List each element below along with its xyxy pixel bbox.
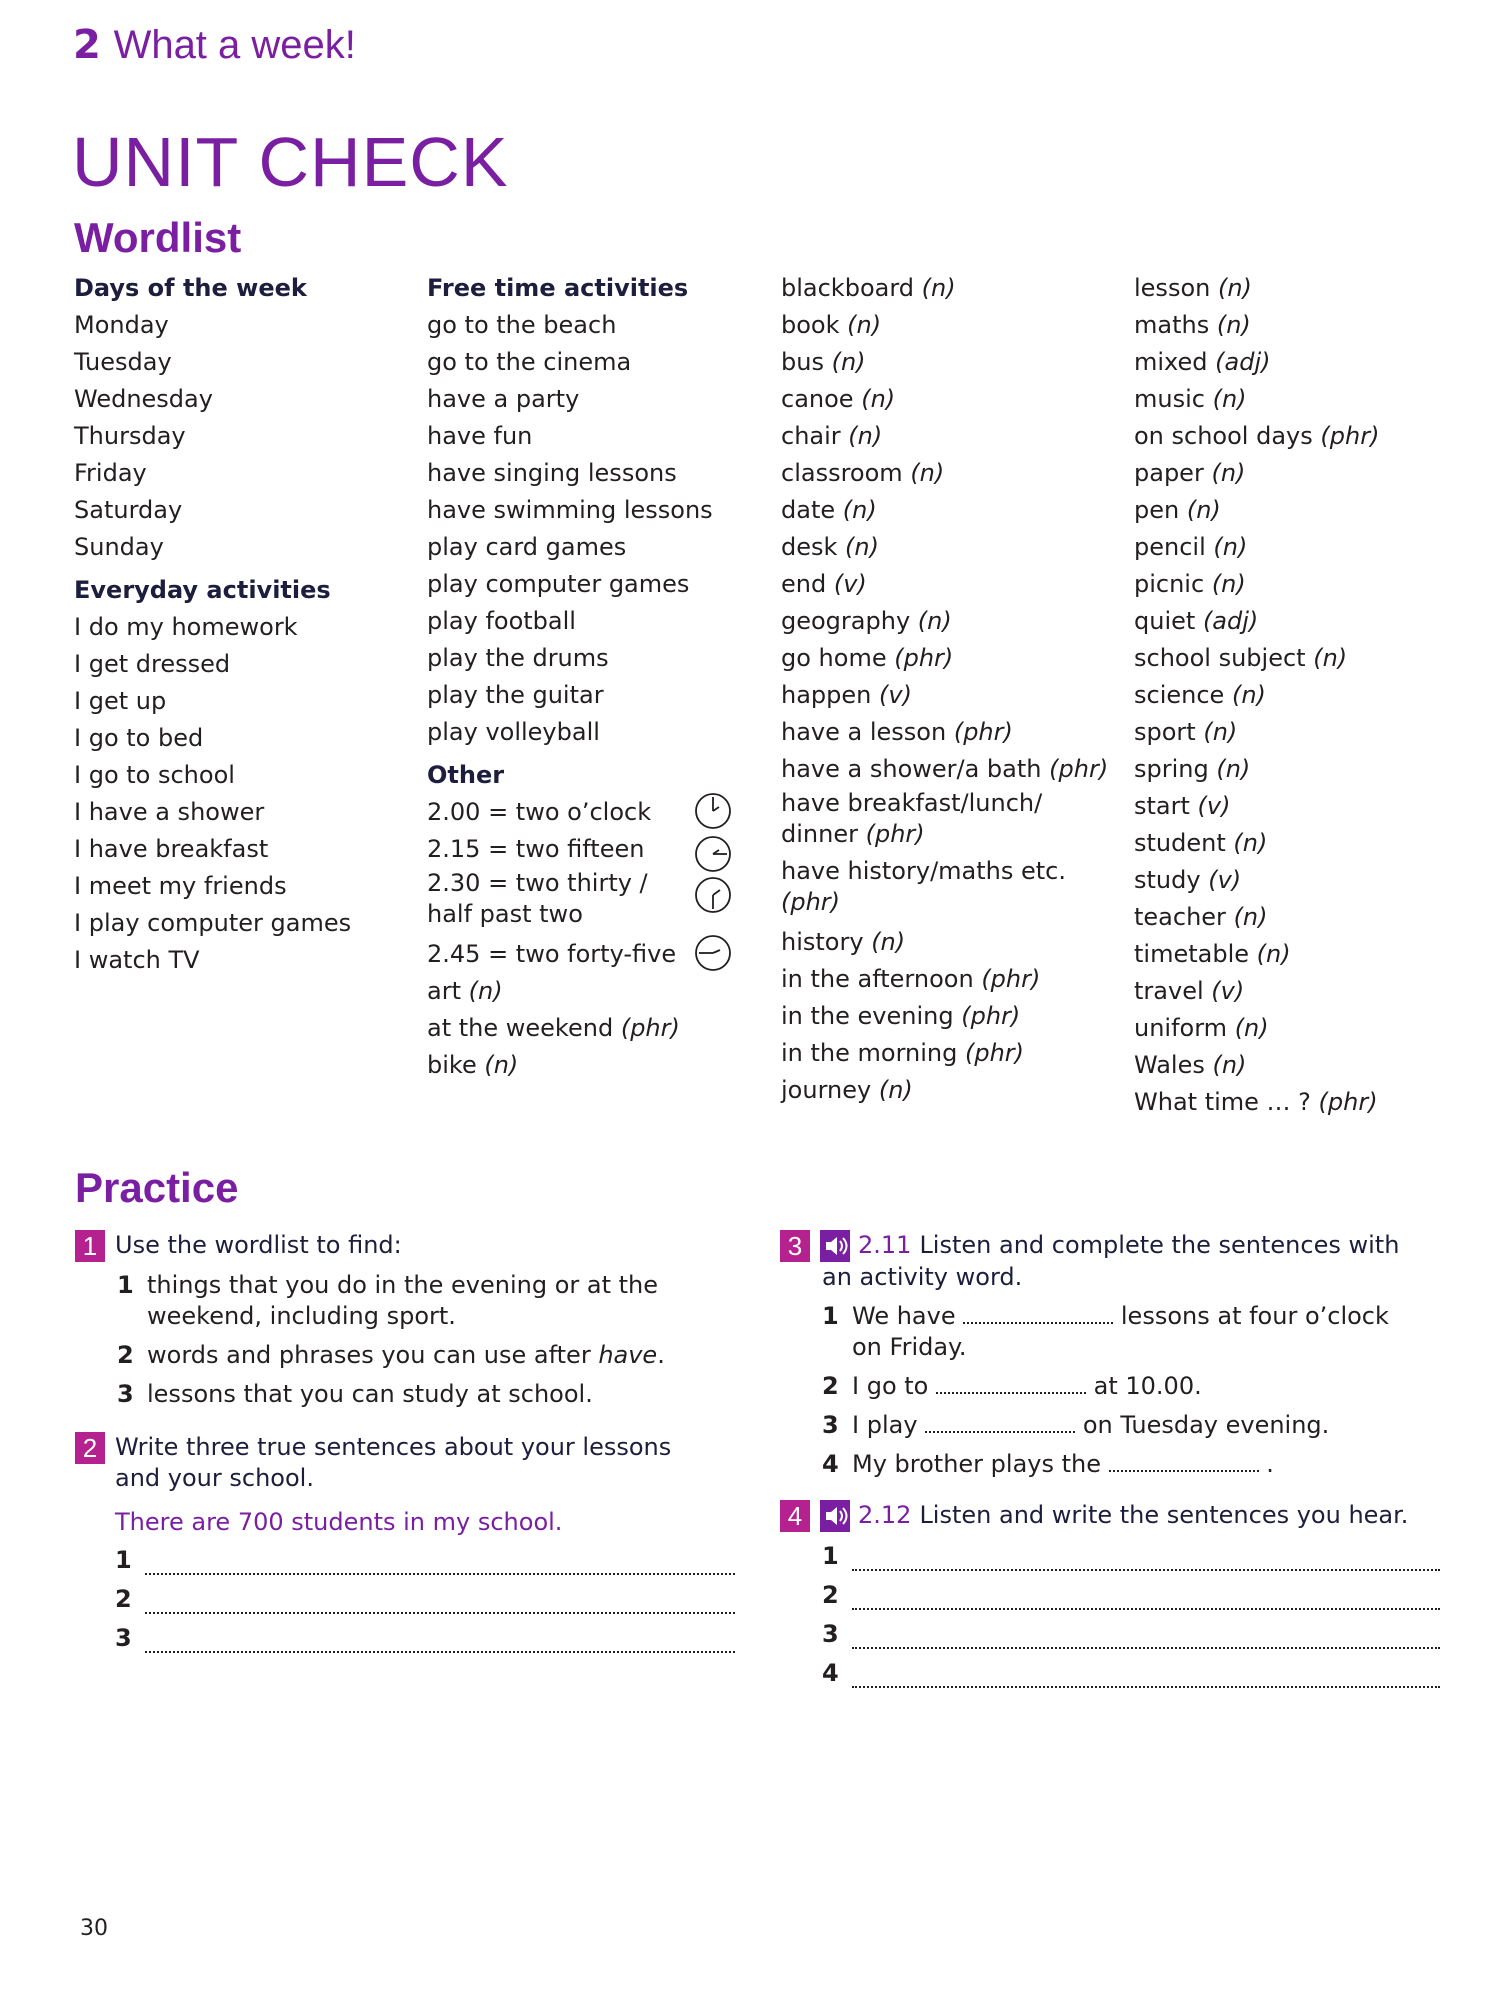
audio-track-number: 2.12 [858, 1501, 912, 1529]
list-item: play card games [427, 533, 627, 561]
everyday-heading: Everyday activities [74, 576, 331, 604]
practice-title: Practice [75, 1164, 239, 1211]
list-item: go to the cinema [427, 348, 632, 376]
list-item: I play computer games [74, 909, 352, 937]
list-item: travel (v) [1134, 977, 1245, 1005]
list-item: date (n) [781, 496, 877, 524]
other-heading: Other [427, 761, 505, 789]
list-item: Wednesday [74, 385, 213, 413]
list-item: teacher (n) [1134, 903, 1268, 931]
time-text: 2.00 = two o’clock [427, 798, 652, 826]
list-item: desk (n) [781, 533, 879, 561]
list-item: uniform (n) [1134, 1014, 1269, 1042]
list-item: I get up [74, 687, 167, 715]
list-item: chair (n) [781, 422, 883, 450]
list-item: Sunday [74, 533, 164, 561]
audio-track-number: 2.11 [858, 1231, 912, 1259]
unit-check-title: UNIT CHECK [72, 123, 509, 201]
answer-line[interactable]: 1 [822, 1541, 1440, 1571]
list-item: school subject (n) [1134, 644, 1348, 672]
list-item: pen (n) [1134, 496, 1221, 524]
list-item: go to the beach [427, 311, 617, 339]
time-text-continued: half past two [427, 900, 583, 928]
list-item: in the morning (phr) [781, 1039, 1025, 1067]
list-item: have a lesson (phr) [781, 718, 1013, 746]
list-item: have a party [427, 385, 580, 413]
list-item: student (n) [1134, 829, 1268, 857]
list-item: I have breakfast [74, 835, 269, 863]
list-item: end (v) [781, 570, 867, 598]
time-row [427, 794, 732, 831]
list-item: maths (n) [1134, 311, 1251, 339]
exercise-instruction: Write three true sentences about your lessons and your school. [115, 1433, 672, 1492]
audio-speaker-icon[interactable] [820, 1500, 850, 1532]
list-item: canoe (n) [781, 385, 896, 413]
clock-two-thirty-icon [694, 876, 732, 914]
list-item: have swimming lessons [427, 496, 713, 524]
answer-line[interactable]: 1 [115, 1545, 735, 1575]
writing-line[interactable] [852, 1672, 1440, 1688]
list-item: history (n) [781, 928, 906, 956]
list-item: science (n) [1134, 681, 1266, 709]
list-item: go home (phr) [781, 644, 954, 672]
list-item: Thursday [74, 422, 186, 450]
audio-speaker-icon[interactable] [820, 1230, 850, 1262]
exercise-number-badge: 4 [780, 1500, 810, 1532]
list-item: I do my homework [74, 613, 298, 641]
list-item: Saturday [74, 496, 183, 524]
writing-line[interactable] [852, 1633, 1440, 1649]
exercise-3 [780, 1230, 1460, 1480]
exercise-1 [75, 1230, 735, 1410]
list-item: bike (n) [427, 1051, 519, 1079]
writing-line[interactable] [852, 1555, 1440, 1571]
list-item: in the evening (phr) [781, 1002, 1021, 1030]
time-text: 2.30 = two thirty / [427, 869, 648, 897]
list-item: play football [427, 607, 576, 635]
list-item: Monday [74, 311, 169, 339]
list-item: have breakfast/lunch/ dinner (phr) [781, 789, 1043, 848]
list-item: lesson (n) [1134, 274, 1252, 302]
unit-number: 2 [73, 22, 101, 68]
list-item: in the afternoon (phr) [781, 965, 1041, 993]
answer-line[interactable]: 2 [822, 1580, 1440, 1610]
exercise-instruction-continued: an activity word. [822, 1263, 1023, 1291]
list-item: have history/maths etc. (phr) [781, 857, 1066, 916]
list-item: play computer games [427, 570, 690, 598]
list-item: have singing lessons [427, 459, 677, 487]
list-item: play the drums [427, 644, 609, 672]
list-item: I watch TV [74, 946, 200, 974]
time-row [427, 936, 732, 973]
wordlist-title: Wordlist [74, 214, 242, 261]
writing-line[interactable] [145, 1598, 735, 1614]
answer-line[interactable]: 2 [115, 1584, 735, 1614]
exercise-item: 4 My brother plays the . [822, 1450, 1274, 1478]
exercise-item: 3 lessons that you can study at school. [117, 1380, 593, 1408]
list-item: picnic (n) [1134, 570, 1246, 598]
free-time-heading: Free time activities [427, 274, 689, 302]
wordlist-column-4 [1134, 270, 1474, 1121]
list-item: I meet my friends [74, 872, 287, 900]
list-item: start (v) [1134, 792, 1231, 820]
list-item: blackboard (n) [781, 274, 956, 302]
list-item: timetable (n) [1134, 940, 1291, 968]
blank[interactable] [925, 1411, 1075, 1433]
blank[interactable] [963, 1302, 1113, 1324]
unit-title [73, 22, 356, 68]
list-item: on school days (phr) [1134, 422, 1380, 450]
exercise-number-badge: 2 [75, 1432, 105, 1464]
list-item: quiet (adj) [1134, 607, 1259, 635]
writing-line[interactable] [145, 1559, 735, 1575]
answer-line[interactable]: 4 [822, 1658, 1440, 1688]
list-item: play volleyball [427, 718, 600, 746]
unit-name: What a week! [113, 23, 356, 67]
blank[interactable] [1109, 1450, 1259, 1472]
list-item: pencil (n) [1134, 533, 1248, 561]
list-item: I go to bed [74, 724, 204, 752]
list-item: paper (n) [1134, 459, 1246, 487]
exercise-item: 3 I play on Tuesday evening. [822, 1411, 1330, 1439]
exercise-item: 1 things that you do in the evening or at the weekend, including sport. [117, 1271, 659, 1330]
clock-two-forty-five-icon [694, 934, 732, 972]
exercise-instruction: Listen and complete the sentences with [919, 1231, 1400, 1259]
writing-line[interactable] [852, 1594, 1440, 1610]
list-item: have fun [427, 422, 533, 450]
wordlist-column-3 [781, 270, 1116, 1109]
writing-line[interactable] [145, 1637, 735, 1653]
answer-line[interactable]: 3 [822, 1619, 1440, 1649]
exercise-instruction: Use the wordlist to find: [115, 1231, 402, 1259]
wordlist-column-1 [74, 270, 404, 979]
exercise-2 [75, 1432, 735, 1653]
exercise-number-badge: 3 [780, 1230, 810, 1262]
exercise-4 [780, 1500, 1440, 1688]
list-item: classroom (n) [781, 459, 945, 487]
list-item: What time … ? (phr) [1134, 1088, 1378, 1116]
days-heading: Days of the week [74, 274, 307, 302]
list-item: study (v) [1134, 866, 1242, 894]
list-item: bus (n) [781, 348, 866, 376]
exercise-instruction: Listen and write the sentences you hear. [919, 1501, 1409, 1529]
list-item: geography (n) [781, 607, 952, 635]
list-item: book (n) [781, 311, 882, 339]
list-item: happen (v) [781, 681, 912, 709]
list-item: play the guitar [427, 681, 604, 709]
wordlist-column-2 [427, 270, 732, 1084]
time-text: 2.15 = two fifteen [427, 835, 645, 863]
list-item: spring (n) [1134, 755, 1251, 783]
time-row [427, 831, 732, 868]
list-item: at the weekend (phr) [427, 1014, 680, 1042]
exercise-item: 1 We have lessons at four o’clock on Friday. [822, 1302, 1389, 1361]
list-item: Friday [74, 459, 147, 487]
list-item: I go to school [74, 761, 235, 789]
list-item: I have a shower [74, 798, 265, 826]
time-text: 2.45 = two forty-five [427, 940, 677, 968]
list-item: Wales (n) [1134, 1051, 1247, 1079]
list-item: art (n) [427, 977, 503, 1005]
example-sentence: There are 700 students in my school. [115, 1508, 563, 1536]
list-item: journey (n) [781, 1076, 913, 1104]
exercise-number-badge: 1 [75, 1230, 105, 1262]
list-item: have a shower/a bath (phr) [781, 755, 1109, 783]
list-item: Tuesday [74, 348, 172, 376]
time-row [427, 868, 732, 936]
list-item: music (n) [1134, 385, 1247, 413]
exercise-item: 2 words and phrases you can use after have. [117, 1341, 665, 1369]
list-item: I get dressed [74, 650, 231, 678]
page-number: 30 [80, 1916, 108, 1941]
exercise-item: 2 I go to at 10.00. [822, 1372, 1202, 1400]
answer-line[interactable]: 3 [115, 1623, 735, 1653]
clock-two-oclock-icon [694, 792, 732, 830]
list-item: mixed (adj) [1134, 348, 1271, 376]
blank[interactable] [936, 1372, 1086, 1394]
list-item: sport (n) [1134, 718, 1238, 746]
